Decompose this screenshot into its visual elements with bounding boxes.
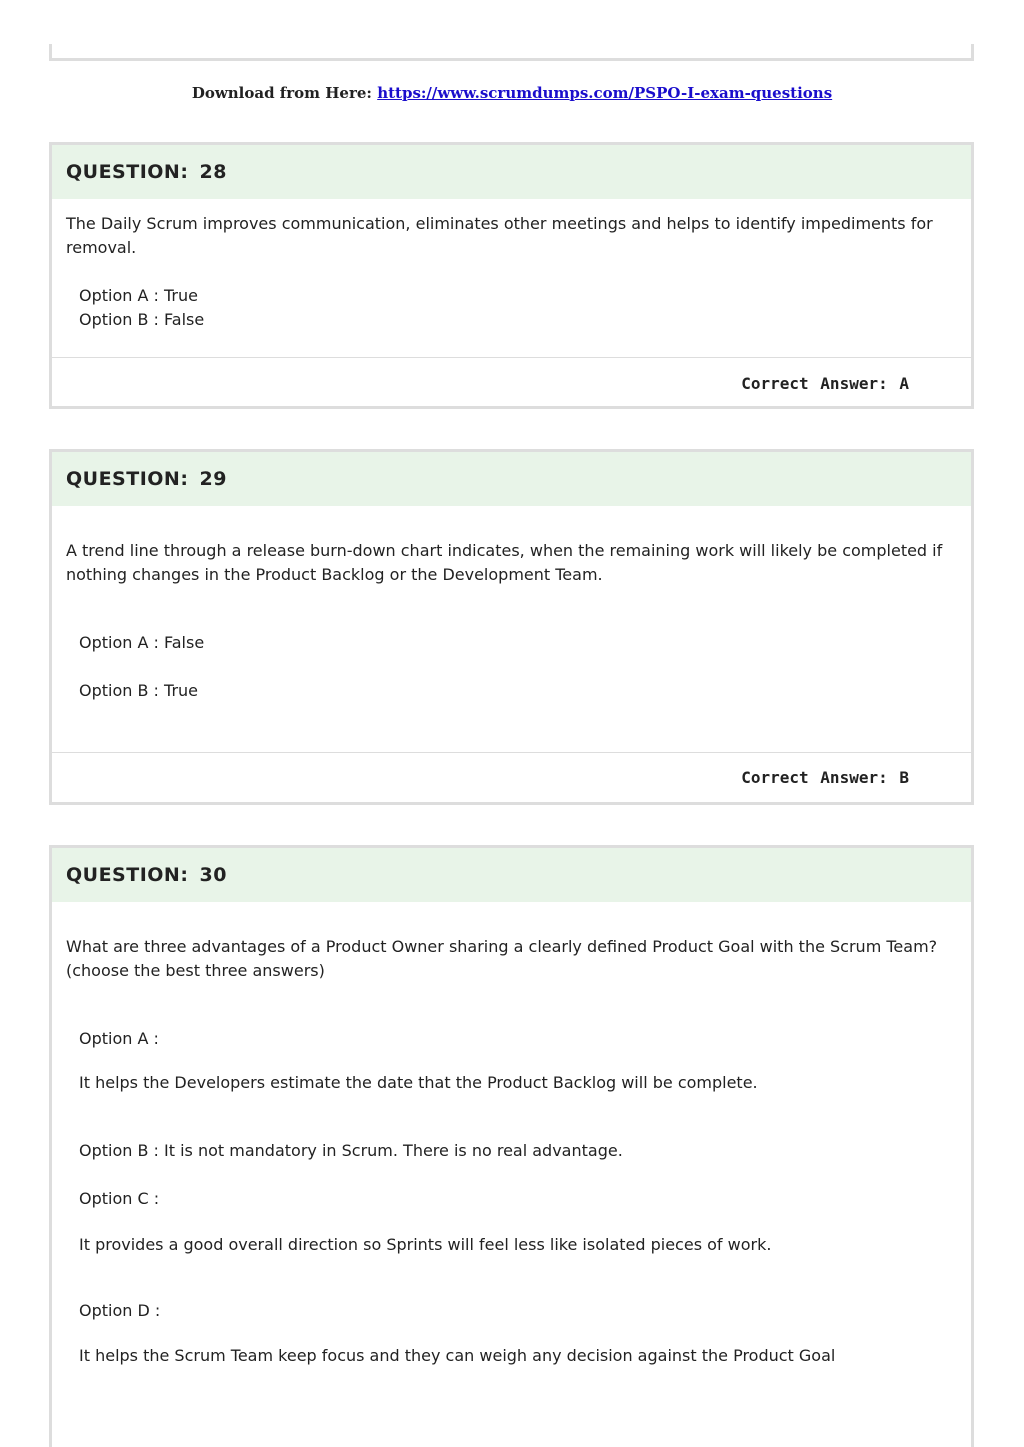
option-a: Option A : (79, 1029, 159, 1048)
answer-row (52, 752, 971, 805)
question-heading: QUESTION: 30 (52, 848, 971, 902)
option-c: Option C : (79, 1189, 160, 1208)
option-d-text: It helps the Scrum Team keep focus and they can weigh any decision against the Product Goal (79, 1346, 836, 1365)
option-c-text: It provides a good overall direction so Sprints will feel less like isolated pieces of work. (79, 1235, 772, 1254)
question-text: A trend line through a release burn-down chart indicates, when the remaining work will likely be completed if nothing changes in the Product Backlog or the Development Team. (66, 541, 943, 584)
option-a: Option A : False (79, 633, 205, 652)
download-line (0, 84, 1024, 102)
question-card-30 (49, 845, 974, 1447)
download-link[interactable]: https://www.scrumdumps.com/PSPO-I-exam-questions (377, 84, 833, 102)
question-heading: QUESTION: 28 (52, 145, 971, 199)
option-d: Option D : (79, 1301, 161, 1320)
option-b: Option B : False (79, 310, 205, 329)
question-text: What are three advantages of a Product Owner sharing a clearly defined Product Goal with the Scrum Team? (choose the best three answers) (66, 937, 938, 980)
question-card-28 (49, 142, 974, 409)
question-card-29 (49, 449, 974, 805)
option-a: Option A : True (79, 286, 198, 305)
option-b: Option B : True (79, 681, 199, 700)
correct-answer: Correct Answer: A (741, 374, 909, 393)
previous-card-bottom (49, 44, 974, 61)
option-a-text: It helps the Developers estimate the date that the Product Backlog will be complete. (79, 1073, 758, 1092)
download-label: Download from Here: (191, 84, 372, 102)
correct-answer: Correct Answer: B (741, 768, 909, 787)
option-b: Option B : It is not mandatory in Scrum. There is no real advantage. (79, 1141, 623, 1160)
question-text: The Daily Scrum improves communication, eliminates other meetings and helps to identify impediments for removal. (66, 214, 933, 257)
question-heading: QUESTION: 29 (52, 452, 971, 506)
answer-row (52, 357, 971, 410)
